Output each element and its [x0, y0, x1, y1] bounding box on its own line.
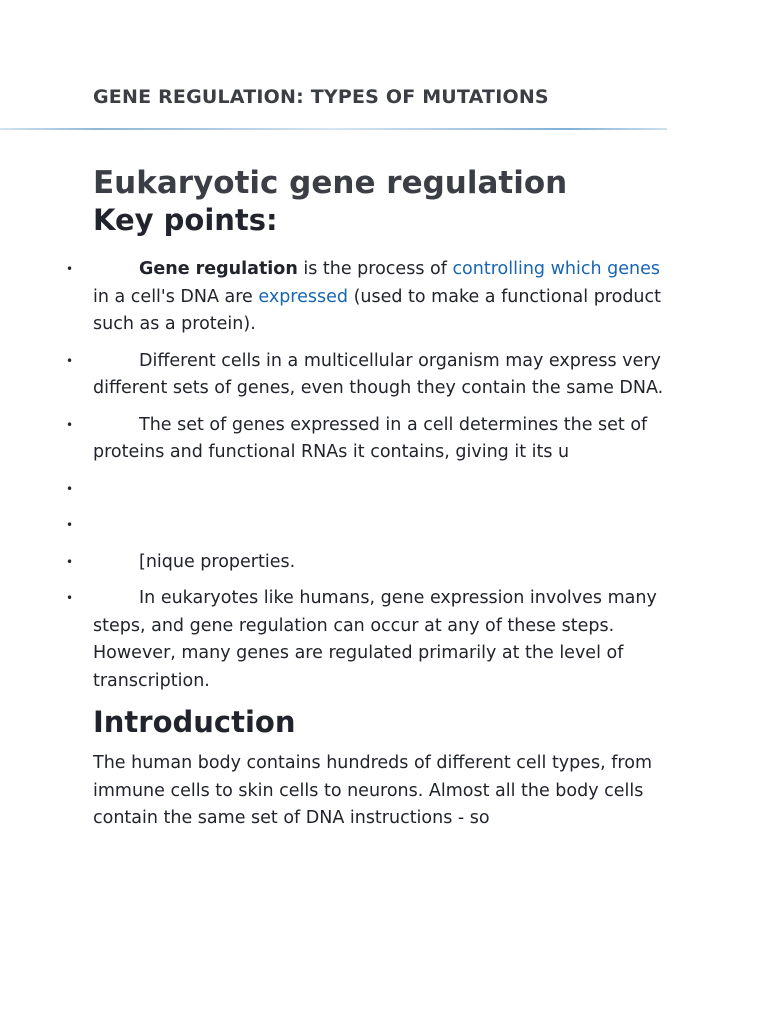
point-text: is the process of: [297, 259, 453, 279]
list-item: [66, 512, 673, 540]
bullet-icon: •: [66, 262, 74, 276]
list-item: [66, 549, 673, 577]
list-item: [66, 476, 673, 504]
bullet-icon: •: [66, 417, 74, 432]
point-text: The set of genes expressed in a cell determines the set of proteins and functional RNAs it contains, giving it its u: [93, 414, 648, 462]
key-points-heading: Key points:: [93, 203, 278, 237]
header-divider: [0, 128, 667, 130]
controlling-genes-link[interactable]: controlling which genes: [452, 259, 660, 279]
list-item: [66, 256, 673, 339]
list-item: [66, 348, 673, 403]
introduction-paragraph: The human body contains hundreds of different cell types, from immune cells to skin cells to neurons. Almost all the body cells contain the same set of DNA instructions - so: [93, 753, 653, 828]
introduction-heading: Introduction: [93, 705, 296, 739]
point-text: Different cells in a multicellular organism may express very different sets of genes, even though they contain the same DNA.: [93, 350, 664, 398]
bullet-icon: •: [66, 481, 74, 496]
point-text: In eukaryotes like humans, gene expression involves many steps, and gene regulation can occur at any of these steps. However, many genes are regulated primarily at the level of transcription.: [93, 588, 657, 691]
expressed-link[interactable]: expressed: [258, 286, 348, 307]
document-header-title: GENE REGULATION: TYPES OF MUTATIONS: [93, 86, 549, 108]
bullet-icon: •: [66, 591, 74, 605]
bold-term: Gene regulation: [139, 259, 298, 279]
page-title: Eukaryotic gene regulation: [93, 165, 568, 201]
list-item: [66, 412, 673, 467]
bullet-icon: •: [66, 554, 74, 569]
point-text: (used to make a functional product such as a protein).: [93, 286, 662, 334]
point-text: [nique properties.: [139, 551, 296, 572]
key-points-list: [66, 256, 673, 695]
point-text: in a cell's DNA are: [93, 286, 259, 307]
list-item: [66, 585, 673, 695]
article-body: [66, 164, 673, 833]
bullet-icon: •: [66, 353, 74, 368]
bullet-icon: •: [66, 518, 74, 532]
